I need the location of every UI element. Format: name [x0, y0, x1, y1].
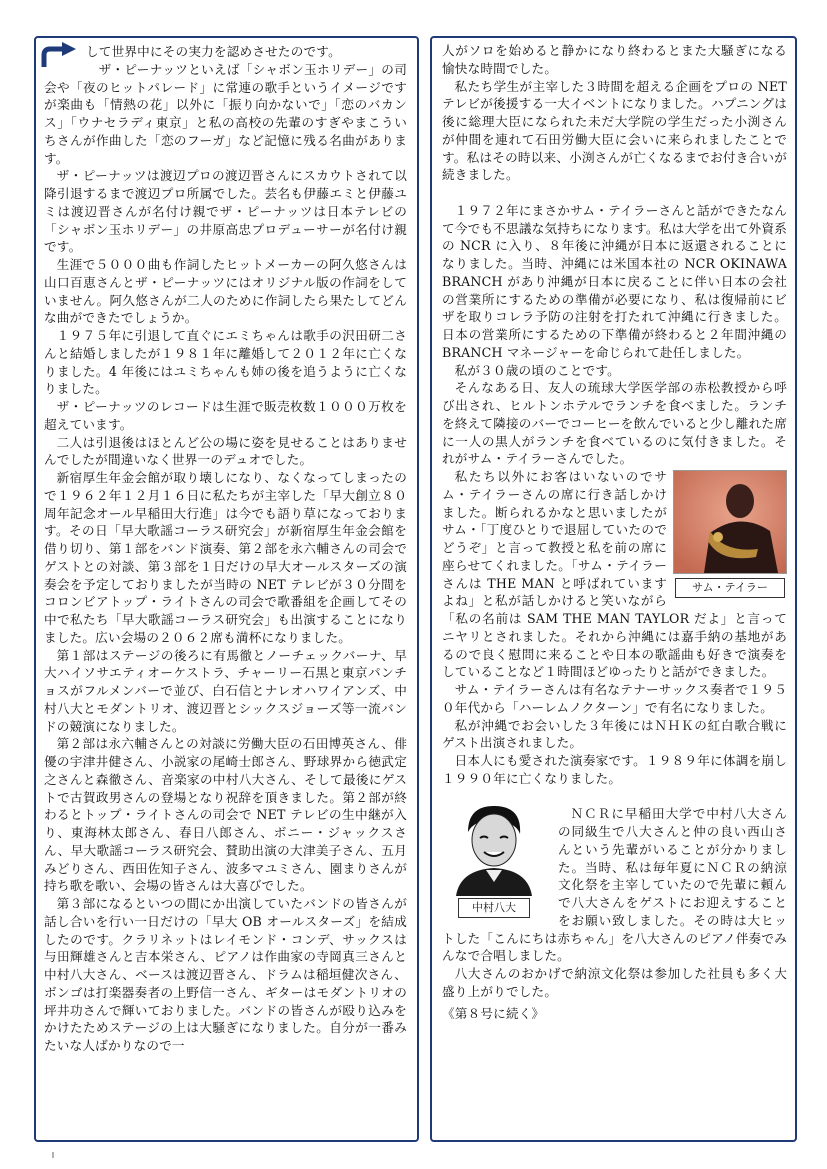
paragraph: 私たち以外にお客はいないのでサム・テイラーさんの席に行き話しかけました。断られるかなと思いましたがサム・「丁度ひとりで退屈していたのでどうぞ」と言って教授と私を前の席に座らせてくれました。「サム・テイラーさんは THE MAN と呼ばれていますよね」と私が話しかけると笑いながら「私の名前は SAM THE MAN TAYLOR だよ」と言ってニヤリとされました。それから沖縄には嘉手納の基地があるので良く慰問に来ることや日本の歌謡曲も好きで演奏をしていることなど１時間ほどゆったりと話ができました。: [442, 469, 787, 680]
continuation-arrow-icon: [40, 41, 80, 69]
continued-notice: 《第８号に続く》: [442, 1005, 545, 1021]
paragraph: 日本人にも愛された演奏家です。１９８９年に体調を崩し１９９０年に亡くなりました。: [442, 753, 787, 786]
paragraph: 生涯で５０００曲も作詞したヒットメーカーの阿久悠さんは山口百恵さんとザ・ピーナッツにはオリジナル版の作詞をしていません。阿久悠さんが二人のために作詞したら果たしてどんな曲ができたでしょうか。: [44, 257, 407, 326]
paragraph: 第１部はステージの後ろに有馬徹とノーチェックバーナ、早大ハイソサエティオーケストラ、チャーリー石黒と東京パンチョスがフルメンバーで並び、白石信とナレオハワイアンズ、中村八大とモダントリオ、渡辺晋とシックスジョーズ等一流バンドの競演になりました。: [44, 647, 407, 734]
paragraph: 第２部は永六輔さんとの対談に労働大臣の石田博英さん、俳優の宇津井健さん、小説家の尾崎士郎さん、野球界から徳武定之さんと森徹さん、音楽家の中村八大さん、そして最後にゲストで古賀政男さんの登場となり祝辞を頂きました。第２部が終わるとトップ・ライトさんの司会で NET テレビの生中継が入り、東海林太郎さん、春日八郎さん、ボニー・ジャックスさん、早大歌謡コーラス研究会、賛助出演の大津美子さん、五月みどりさん、西田佐知子さん、波多マユミさん、園まりさんが持ち歌を歌い、会場の皆さんは大喜びでした。: [44, 736, 407, 894]
paragraph: 二人は引退後はほとんど公の場に姿を見せることはありませんでしたが間違いなく世界一のデュオでした。: [44, 434, 407, 468]
left-column: [34, 36, 419, 1142]
paragraph: 第３部になるといつの間にか出演していたバンドの皆さんが話し合いを行い一日だけの「早大 OB オールスターズ」を結成したのです。クラリネットはレイモンド・コンデ、サックスは与田輝雄さんと吉本栄さん、ピアノは作曲家の寺岡真三さんと中村八大さん、ベースは渡辺晋さん、ドラムは稲垣健次さん、ボンゴは打楽器奏者の上野信一さん、ギターはモダントリオの坪井功さんで輝いておりました。バンドの皆さんが殴り込みをかけたためステージの上は大騒ぎになりました。自分が一番みたいな人ばかりなので一: [44, 896, 407, 1053]
paragraph: 私が３０歳の頃のことです。: [454, 362, 620, 378]
paragraph: １９７５年に引退して直ぐにエミちゃんは歌手の沢田研二さんと結婚しましたが１９８１年に離婚して２０１２年に亡くなりました。4 年後にはユミちゃんも姉の後を追うように亡くなりました。: [44, 328, 407, 397]
paragraph: 私が沖縄でお会いした３年後にはＮＨＫの紅白歌合戦にゲスト出演されました。: [442, 717, 787, 751]
paragraph: 私たち学生が主宰した３時間を超える企画をプロの NET テレビが後援する一大イベントになりました。ハプニングは後に総理大臣になられた未だ大学院の学生だった小渕さんが仲間を連れて石田労働大臣に会いに来られましたことです。私はその時以来、小渕さんが亡くなるまでお付き合いが続きました。: [442, 78, 787, 183]
paragraph: して世界中にその実力を認めさせたのです。: [86, 44, 341, 59]
sam-taylor-caption: サム・テイラー: [675, 578, 785, 598]
paragraph: １９７２年にまさかサム・テイラーさんと話ができたなんて今でも不思議な気持ちになります。私は大学を出て外資系の NCR に入り、８年後に沖縄が日本に返還されることになりました。当時、沖縄には米国本社の NCR OKINAWA BRANCH があり沖縄が日本に戻ることに伴い日本の会社の営業所にするための準備が必要になり、私は復帰前にビザを取りコレラ予防の注射を打たれて沖縄に行きました。日本の営業所にするための下準備が終わると２年間沖縄の BRANCH マネージャーを命じられて赴任しました。: [442, 202, 787, 360]
paragraph: 新宿厚生年金会館が取り壊しになり、なくなってしまったので１９６２年１２月１６日に私たちが主宰した「早大創立８０周年記念オール早稲田大行進」は今でも語り草になっております。その日「早大歌謡コーラス研究会」が新宿厚生年金会館を借り切り、第１部をバンド演奏、第２部を永六輔さんの司会でゲストとの対談、第３部を１日だけの早大オールスターズの演奏会を予定しておりましたが当時の NET テレビが３０分間をコロンビアトップ・ライトさんの司会で歌番組を企画してその中で私たち「早大歌謡コーラス研究会」も出演することになりました。広い会場の２０６２席も満杯になりました。: [44, 470, 407, 645]
sam-taylor-photo: [673, 470, 787, 574]
nakamura-hachidai-caption: 中村八大: [458, 898, 530, 918]
paragraph: サム・テイラーさんは有名なテナーサックス奏者で１９５０年代から「ハーレムノクターン」で有名になりました。: [442, 682, 787, 715]
nakamura-hachidai-figure: [442, 798, 550, 918]
paragraph: ＮＣＲに早稲田大学で中村八大さんの同級生で八大さんと仲の良い西山さんという先輩がいることが分かりました。当時、私は毎年夏にＮＣＲの納涼文化祭を主宰していたので先輩に頼んで八大さんをゲストにお迎えすることをお願い致しました。その時は大ヒットした「こんにちは赤ちゃん」を八大さんのピアノ伴奏でみんなで合唱しました。: [442, 806, 787, 964]
paragraph: ザ・ピーナッツといえば「シャボン玉ホリデー」の司会や「夜のヒットパレード」に常連の歌手というイメージですが楽曲も「情熱の花」以外に「振り向かないで」「恋のバカンス」「ウナセラディ東京」と私の高校の先輩のすぎやまこういちさんが作曲した「恋のフーガ」など記憶に残る名曲があります。: [44, 61, 407, 166]
nakamura-hachidai-photo: [446, 798, 542, 896]
paragraph: 人がソロを始めると静かになり終わるとまた大騒ぎになる愉快な時間でした。: [442, 43, 787, 76]
paragraph: 八大さんのおかげで納涼文化祭は参加した社員も多く大盛り上がりでした。: [442, 966, 787, 999]
page-mark-icon: [49, 1152, 57, 1158]
paragraph: ザ・ピーナッツのレコードは生涯で販売枚数１０００万枚を超えています。: [44, 399, 407, 432]
right-column: [430, 36, 797, 1142]
paragraph: ザ・ピーナッツは渡辺プロの渡辺晋さんにスカウトされて以降引退するまで渡辺プロ所属でした。芸名も伊藤エミと伊藤ユミは渡辺晋さんが名付け親でザ・ピーナッツは日本テレビの「シャボン玉ホリデー」の井原高忠プロデューサーが名付け親です。: [44, 168, 407, 255]
paragraph: そんなある日、友人の琉球大学医学部の赤松教授から呼び出され、ヒルトンホテルでランチを食べました。ランチを終えて隣接のバーでコーヒーを飲んでいると少し離れた席に一人の黒人がランチを食べているのに気付きました。それがサム・テイラーさんでした。: [442, 380, 787, 467]
sam-taylor-figure: [673, 470, 787, 598]
